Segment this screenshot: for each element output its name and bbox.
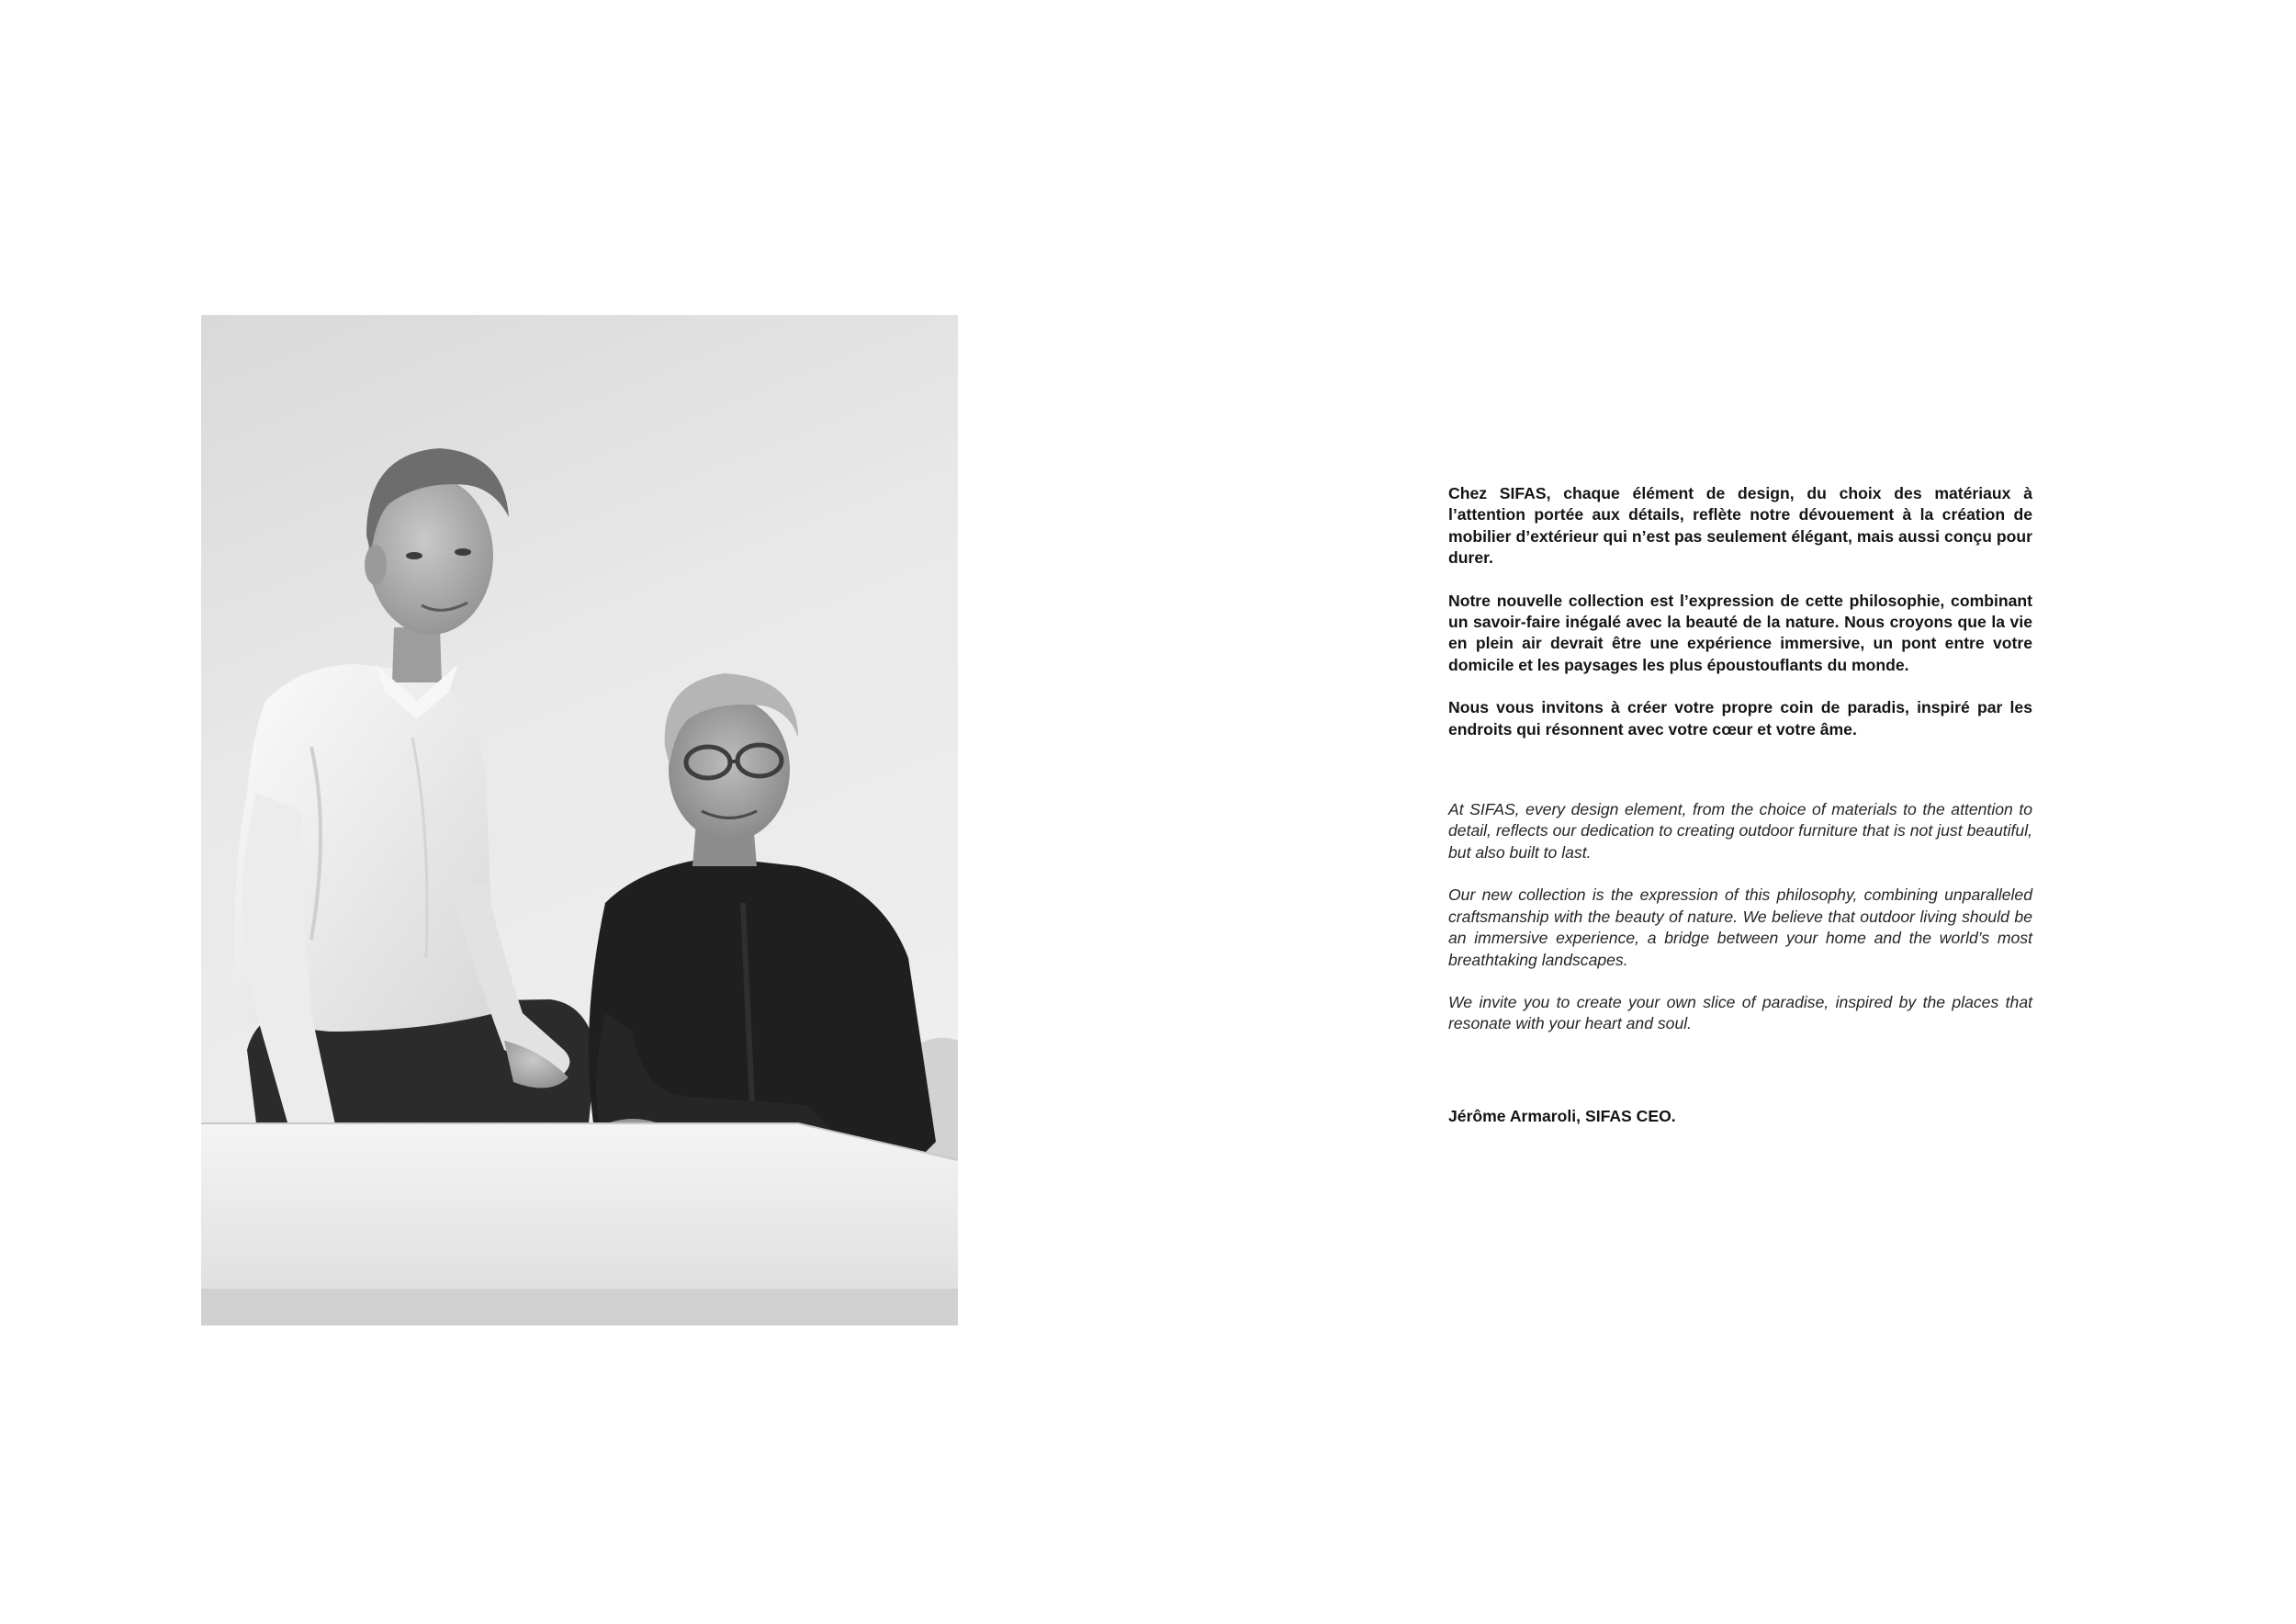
signature: Jérôme Armaroli, SIFAS CEO.: [1448, 1106, 1676, 1125]
portrait-photo: [201, 315, 958, 1325]
french-paragraph: Notre nouvelle collection est l’expression de cette philosophie, combinant un savoir-faire inégalé avec la beauté de la nature. Nous croyons que la vie en plein air devrait être une expérience immersive, un pont entre votre domicile et les paysages les plus époustouflants du monde.: [1448, 591, 2032, 674]
text-column: [1448, 483, 2032, 1127]
english-paragraph: At SIFAS, every design element, from the choice of materials to the attention to detail, reflects our dedication to creating outdoor furniture that is not just beautiful, but also built to last.: [1448, 800, 2032, 862]
portrait-illustration: [201, 315, 958, 1325]
english-text-block: [1448, 799, 2032, 1035]
french-text-block: [1448, 483, 2032, 740]
english-paragraph: We invite you to create your own slice of paradise, inspired by the places that resonate with your heart and soul.: [1448, 992, 2032, 1033]
english-paragraph: Our new collection is the expression of this philosophy, combining unparalleled craftsmanship with the beauty of nature. We believe that outdoor living should be an immersive experience, a bridge between your home and the world’s most breathtaking landscapes.: [1448, 885, 2032, 969]
french-paragraph: Nous vous invitons à créer votre propre coin de paradis, inspiré par les endroits qui résonnent avec votre cœur et votre âme.: [1448, 698, 2032, 739]
french-paragraph: Chez SIFAS, chaque élément de design, du choix des matériaux à l’attention portée aux détails, reflète notre dévouement à la création de mobilier d’extérieur qui n’est pas seulement élégant, mais aussi conçu pour durer.: [1448, 484, 2032, 568]
